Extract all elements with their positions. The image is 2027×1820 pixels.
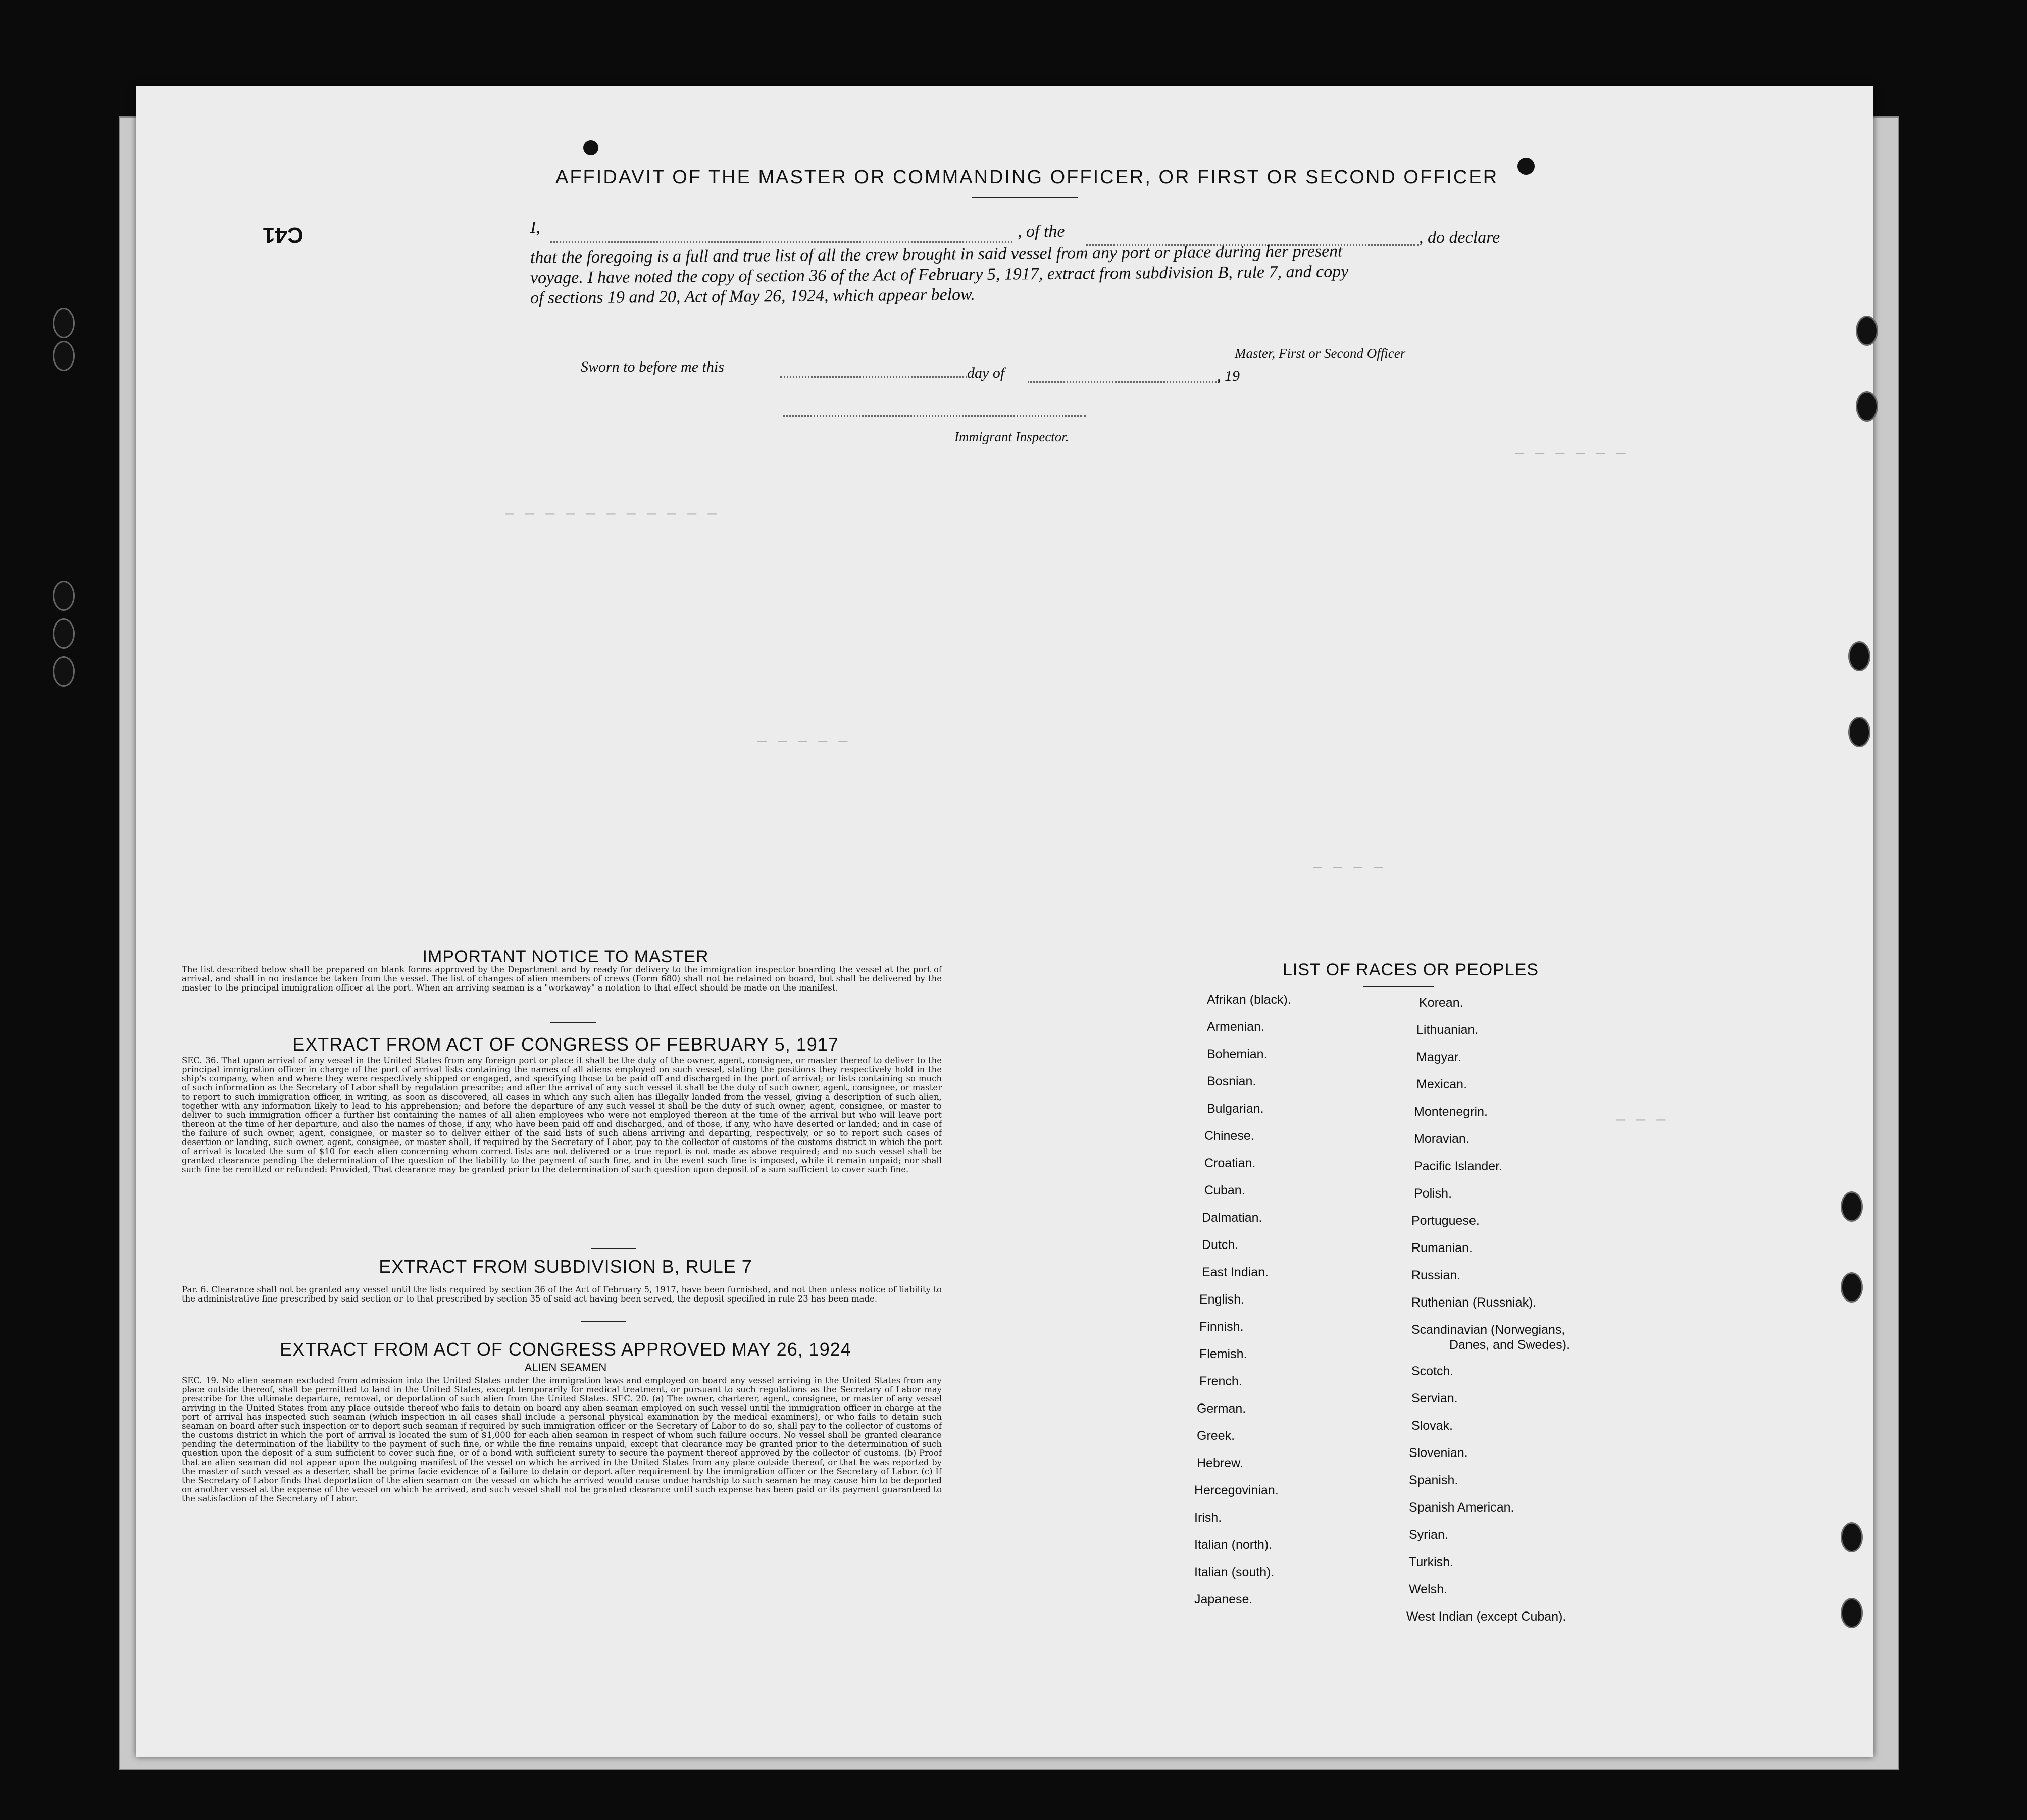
extract-1924-text: SEC. 19. No alien seaman excluded from admission into the United States under the immigration laws and employed on board any vessel arriving in the United States from any place outside thereof, shall be permitted to land in the United States, except temporarily for medical treatment, or pursuant to such regulations as the Secretary of Labor may prescribe for the ultimate departure, removal, or deportation of such alien from the United States. SEC. 20. (a) The owner, charterer, agent, consignee, or master of any vessel arriving in the United States from any place outside thereof who fails to detain on board any alien seaman employed on such vessel until the immigration officer in charge at the port of arrival has inspected such seaman (which inspection in all cases shall include a personal physical examination by the medical examiners), or who fails to detain such seaman on board after such inspection or to deport such seaman if required by such immigration officer or the Secretary of Labor to do so, shall pay to the collector of customs of the customs district in which the port of arrival is located the sum of $1,000 for each alien seaman in respect of whom such failure occurs. No vessel shall be granted clearance pending the determination of the liability to the payment of such fine, or while the fine remains unpaid, except that clearance may be granted prior to the determination of such question upon the deposit of a sum sufficient to cover such fine, or of a bond with sufficient surety to secure the payment thereof approved by the collector of customs. (b) Proof that an alien seaman did not appear upon the outgoing manifest of the vessel on which he arrived in the United States from any place outside thereof, or that he was reported by the master of such vessel as a deserter, shall be prima facie evidence of a failure to detain or deport after requirement by the immigration officer or the Secretary of Labor. (c) If the Secretary of Labor finds that deportation of the alien seaman on the vessel on which he arrived would cause undue hardship to such seaman he may cause him to be deported on another vessel at the expense of the vessel on which he arrived, and such vessel shall not be granted clearance until such expense has been paid or its payment guaranteed to the satisfaction of the Secretary of Labor. bbox=[182, 1376, 942, 1503]
race-right: Korean. bbox=[1419, 996, 1463, 1010]
race-right: Mexican. bbox=[1416, 1077, 1467, 1091]
race-left: Hebrew. bbox=[1197, 1456, 1243, 1470]
affidavit-declare: , do declare bbox=[1419, 228, 1500, 247]
affidavit-line-2: that the foregoing is a full and true list of all the crew brought in said vessel from any port or place during her present bbox=[530, 242, 1343, 267]
sworn-day-line bbox=[780, 376, 967, 378]
race-right: Pacific Islander. bbox=[1414, 1159, 1503, 1173]
race-right: Polish. bbox=[1414, 1186, 1452, 1201]
race-right: Lithuanian. bbox=[1416, 1023, 1479, 1037]
inspector-label: Immigrant Inspector. bbox=[954, 429, 1069, 444]
inspector-line bbox=[783, 415, 1086, 417]
year-label: , 19 bbox=[1217, 368, 1240, 384]
punch-mark bbox=[583, 140, 598, 155]
race-right: Ruthenian (Russniak). bbox=[1411, 1295, 1537, 1310]
race-left: Irish. bbox=[1194, 1511, 1222, 1525]
race-right: Turkish. bbox=[1409, 1555, 1453, 1569]
race-right: Slovak. bbox=[1411, 1419, 1453, 1433]
extract-1917-title: EXTRACT FROM ACT OF CONGRESS OF FEBRUARY 5, 1917 bbox=[292, 1034, 839, 1055]
race-right: Rumanian. bbox=[1411, 1241, 1473, 1255]
race-right: West Indian (except Cuban). bbox=[1406, 1609, 1566, 1624]
race-right: Russian. bbox=[1411, 1268, 1461, 1282]
race-left: Japanese. bbox=[1194, 1592, 1253, 1606]
month-line bbox=[1028, 381, 1220, 383]
binder-hole bbox=[1841, 1191, 1863, 1222]
race-left: Flemish. bbox=[1199, 1347, 1247, 1361]
binder-hole bbox=[53, 308, 75, 338]
race-left: Armenian. bbox=[1207, 1020, 1264, 1034]
alien-seamen-subtitle: ALIEN SEAMEN bbox=[524, 1361, 607, 1374]
binder-hole bbox=[1848, 717, 1870, 747]
affidavit-of-the: , of the bbox=[1018, 222, 1065, 241]
race-left: English. bbox=[1199, 1292, 1244, 1307]
binder-hole bbox=[1841, 1598, 1863, 1628]
title-rule bbox=[972, 197, 1078, 198]
races-title: LIST OF RACES OR PEOPLES bbox=[1283, 960, 1539, 979]
race-left: Afrikan (black). bbox=[1207, 993, 1291, 1007]
race-left: Italian (north). bbox=[1194, 1538, 1273, 1552]
race-right: Slovenian. bbox=[1409, 1446, 1468, 1460]
race-right: Moravian. bbox=[1414, 1132, 1469, 1146]
name-line bbox=[550, 241, 1012, 243]
race-right: Spanish. bbox=[1409, 1473, 1458, 1487]
binder-hole bbox=[1856, 316, 1878, 346]
master-label: Master, First or Second Officer bbox=[1235, 346, 1406, 361]
race-right: Servian. bbox=[1411, 1391, 1458, 1406]
race-left: Croatian. bbox=[1204, 1156, 1256, 1170]
notice-text: The list described below shall be prepared on blank forms approved by the Department and by ready for delivery to the immigration inspector boarding the vessel at the port of arrival, and shall in no instance be taken from the vessel. The list of changes of alien members of crews (Form 680) shall not be retained on board, but shall be delivered by the master to the principal immigration officer at the port. When an arriving seaman is a "workaway" a notation to that effect should be made on the manifest. bbox=[182, 965, 942, 993]
race-left: Hercegovinian. bbox=[1194, 1483, 1279, 1497]
race-right: Scandinavian (Norwegians, bbox=[1411, 1323, 1565, 1337]
margin-mark: C41 bbox=[263, 223, 303, 247]
divider bbox=[550, 1022, 596, 1023]
binder-hole bbox=[53, 581, 75, 611]
subdivision-b-text: Par. 6. Clearance shall not be granted any vessel until the lists required by section 36 of the Act of February 5, 1917, have been furnished, and not then unless notice of liability to the administrative fine prescribed by said section or to that prescribed by section 35 of said act having been served, the deposit specified in rule 23 has been made. bbox=[182, 1285, 942, 1304]
binder-hole bbox=[53, 341, 75, 371]
binder-hole bbox=[1856, 391, 1878, 422]
race-left: Dalmatian. bbox=[1202, 1211, 1262, 1225]
race-left: East Indian. bbox=[1202, 1265, 1269, 1279]
binder-hole bbox=[1848, 641, 1870, 671]
bleed-through: — — — — — — bbox=[1515, 444, 1627, 462]
race-left: Bosnian. bbox=[1207, 1074, 1256, 1088]
race-right: Portuguese. bbox=[1411, 1214, 1480, 1228]
race-left: Chinese. bbox=[1204, 1129, 1254, 1143]
race-left: Dutch. bbox=[1202, 1238, 1239, 1252]
bleed-through: — — — — bbox=[1313, 858, 1384, 876]
binder-hole bbox=[53, 618, 75, 649]
races-rule bbox=[1363, 986, 1434, 987]
bleed-through: — — — bbox=[1616, 1111, 1667, 1128]
affidavit-line-3: voyage. I have noted the copy of section 36 of the Act of February 5, 1917, extract from subdivision B, rule 7, and copy bbox=[530, 262, 1349, 287]
divider bbox=[581, 1321, 626, 1322]
affidavit-i: I, bbox=[530, 218, 540, 237]
binder-hole bbox=[53, 656, 75, 687]
race-left: Bulgarian. bbox=[1207, 1102, 1264, 1116]
bleed-through: — — — — — bbox=[757, 732, 849, 750]
extract-1917-text: SEC. 36. That upon arrival of any vessel in the United States from any foreign port or place it shall be the duty of the owner, agent, consignee, or master thereof to deliver to the principal immigration officer in charge of the port of arrival lists containing the names of all aliens employed on such vessel, stating the positions they respectively hold in the ship's company, when and where they were respectively shipped or engaged, and specifying those to be paid off and discharged in the port of arrival; or lists containing so much of such information as the Secretary of Labor shall by regulation prescribe; and after the arrival of any such vessel it shall be the duty of such owner, agent, consignee, or master to report to such immigration officer, in writing, as soon as discovered, all cases in which any such alien has illegally landed from the vessel, giving a description of such alien, together with any information likely to lead to his apprehension; and before the departure of any such vessel it shall be the duty of such owner, agent, consignee, or master to deliver to such immigration officer a further list containing the names of all alien employees who were not employed thereon at the time of the arrival but who will leave port thereon at the time of her departure, and also the names of those, if any, who have been paid off and discharged, and of those, if any, who have deserted or landed; and in case of the failure of such owner, agent, consignee, or master so to deliver either of the said lists of such aliens arriving and departing, respectively, or so to report such cases of desertion or landing, such owner, agent, consignee, or master shall, if required by the Secretary of Labor, pay to the collector of customs of the customs district in which the port of arrival is located the sum of $10 for each alien concerning whom correct lists are not delivered or a true report is not made as above required; and no such vessel shall be granted clearance pending the determination of the question of the liability to the payment of such fine, and in the event such fine is imposed, while it remain unpaid; nor shall such fine be remitted or refunded: Provided, That clearance may be granted prior to the determination of such question upon deposit of a sum sufficient to cover such fine. bbox=[182, 1056, 942, 1174]
affidavit-title: AFFIDAVIT OF THE MASTER OR COMMANDING OFFICER, OR FIRST OR SECOND OFFICER bbox=[555, 167, 1499, 188]
race-right: Scotch. bbox=[1411, 1364, 1454, 1378]
document-page bbox=[136, 86, 1873, 1757]
race-right: Magyar. bbox=[1416, 1050, 1461, 1064]
sworn-label: Sworn to before me this bbox=[581, 358, 724, 375]
race-left: Greek. bbox=[1197, 1429, 1235, 1443]
race-left: Finnish. bbox=[1199, 1320, 1244, 1334]
race-right: Danes, and Swedes). bbox=[1449, 1338, 1570, 1352]
subdivision-b-title: EXTRACT FROM SUBDIVISION B, RULE 7 bbox=[379, 1256, 752, 1277]
notice-title: IMPORTANT NOTICE TO MASTER bbox=[422, 947, 709, 966]
race-right: Syrian. bbox=[1409, 1528, 1448, 1542]
race-right: Montenegrin. bbox=[1414, 1105, 1488, 1119]
divider bbox=[591, 1248, 636, 1249]
extract-1924-title: EXTRACT FROM ACT OF CONGRESS APPROVED MAY 26, 1924 bbox=[280, 1339, 851, 1360]
binder-hole bbox=[1841, 1272, 1863, 1303]
affidavit-line-4: of sections 19 and 20, Act of May 26, 1924, which appear below. bbox=[530, 285, 975, 307]
race-left: Cuban. bbox=[1204, 1183, 1245, 1198]
bleed-through: — — — — — — — — — — — bbox=[505, 505, 718, 523]
race-right: Welsh. bbox=[1409, 1582, 1447, 1596]
day-of-label: day of bbox=[967, 365, 1005, 381]
race-left: Bohemian. bbox=[1207, 1047, 1268, 1061]
race-left: Italian (south). bbox=[1194, 1565, 1275, 1579]
binder-hole bbox=[1841, 1522, 1863, 1552]
race-left: German. bbox=[1197, 1401, 1246, 1416]
race-left: French. bbox=[1199, 1374, 1242, 1388]
punch-mark bbox=[1517, 158, 1535, 175]
race-right: Spanish American. bbox=[1409, 1500, 1514, 1515]
